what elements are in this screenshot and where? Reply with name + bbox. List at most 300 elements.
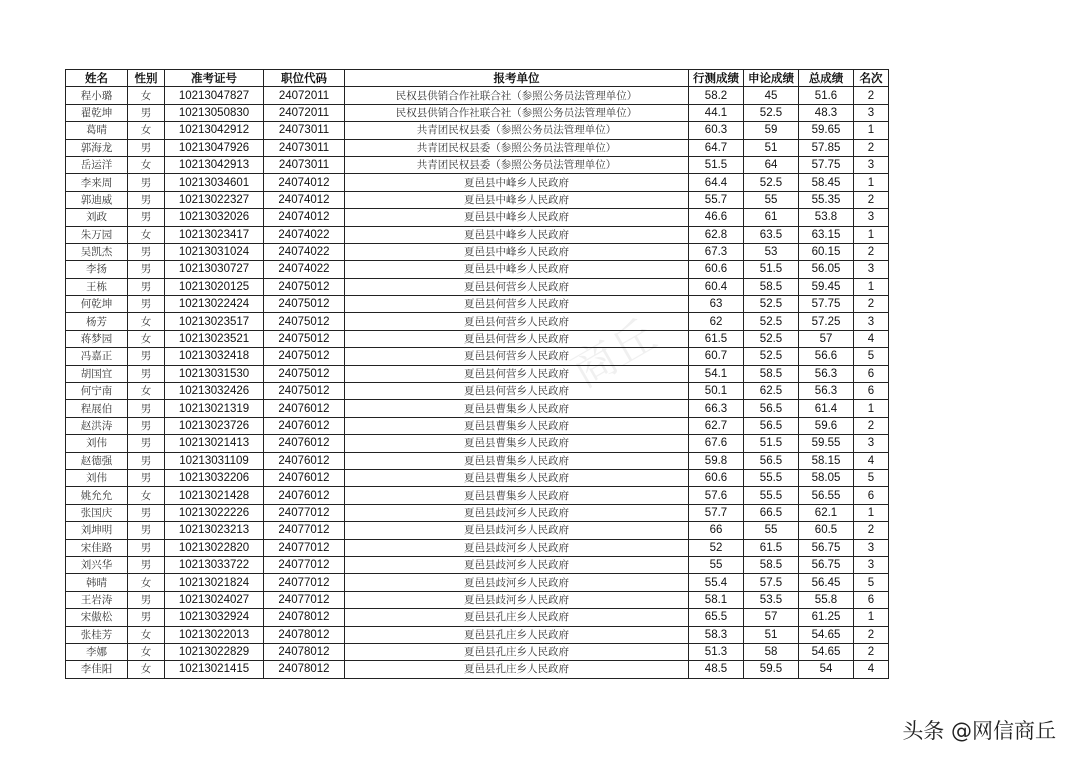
cell-essay-score: 52.5 — [744, 348, 799, 365]
cell-essay-score: 51 — [744, 139, 799, 156]
cell-essay-score: 58 — [744, 643, 799, 660]
cell-gender: 女 — [128, 643, 165, 660]
cell-essay-score: 55 — [744, 522, 799, 539]
cell-gender: 男 — [128, 452, 165, 469]
cell-rank: 3 — [854, 104, 889, 121]
cell-employer: 夏邑县中峰乡人民政府 — [345, 243, 689, 260]
cell-exam-id: 10213047926 — [165, 139, 264, 156]
cell-exam-id: 10213023213 — [165, 522, 264, 539]
cell-gender: 男 — [128, 539, 165, 556]
cell-position-code: 24078012 — [264, 643, 345, 660]
cell-total-score: 56.05 — [799, 261, 854, 278]
cell-employer: 夏邑县歧河乡人民政府 — [345, 574, 689, 591]
cell-gender: 女 — [128, 330, 165, 347]
cell-essay-score: 51.5 — [744, 261, 799, 278]
cell-employer: 夏邑县曹集乡人民政府 — [345, 469, 689, 486]
cell-essay-score: 52.5 — [744, 296, 799, 313]
cell-rank: 2 — [854, 243, 889, 260]
cell-total-score: 58.45 — [799, 174, 854, 191]
cell-essay-score: 45 — [744, 87, 799, 104]
table-row — [66, 209, 889, 226]
cell-aptitude-score: 60.6 — [689, 261, 744, 278]
cell-exam-id: 10213021413 — [165, 435, 264, 452]
cell-aptitude-score: 61.5 — [689, 330, 744, 347]
cell-employer: 夏邑县何营乡人民政府 — [345, 348, 689, 365]
cell-total-score: 51.6 — [799, 87, 854, 104]
cell-total-score: 55.8 — [799, 591, 854, 608]
table-row — [66, 226, 889, 243]
cell-exam-id: 10213022013 — [165, 626, 264, 643]
cell-name: 刘政 — [66, 209, 128, 226]
cell-essay-score: 52.5 — [744, 330, 799, 347]
cell-employer: 夏邑县孔庄乡人民政府 — [345, 643, 689, 660]
cell-employer: 夏邑县孔庄乡人民政府 — [345, 609, 689, 626]
cell-aptitude-score: 60.4 — [689, 278, 744, 295]
cell-essay-score: 57 — [744, 609, 799, 626]
cell-gender: 男 — [128, 278, 165, 295]
cell-employer: 民权县供销合作社联合社（参照公务员法管理单位） — [345, 104, 689, 121]
cell-name: 冯嘉正 — [66, 348, 128, 365]
cell-essay-score: 52.5 — [744, 313, 799, 330]
cell-position-code: 24073011 — [264, 156, 345, 173]
cell-gender: 女 — [128, 156, 165, 173]
cell-position-code: 24077012 — [264, 504, 345, 521]
cell-position-code: 24076012 — [264, 487, 345, 504]
cell-exam-id: 10213032924 — [165, 609, 264, 626]
cell-exam-id: 10213031109 — [165, 452, 264, 469]
cell-employer: 夏邑县何营乡人民政府 — [345, 330, 689, 347]
cell-essay-score: 56.5 — [744, 400, 799, 417]
score-table — [65, 69, 889, 679]
cell-aptitude-score: 48.5 — [689, 661, 744, 678]
cell-exam-id: 10213032026 — [165, 209, 264, 226]
cell-essay-score: 66.5 — [744, 504, 799, 521]
cell-essay-score: 58.5 — [744, 278, 799, 295]
cell-total-score: 61.25 — [799, 609, 854, 626]
cell-rank: 3 — [854, 556, 889, 573]
cell-rank: 6 — [854, 383, 889, 400]
cell-exam-id: 10213032426 — [165, 383, 264, 400]
cell-employer: 夏邑县曹集乡人民政府 — [345, 417, 689, 434]
cell-total-score: 59.6 — [799, 417, 854, 434]
cell-position-code: 24076012 — [264, 435, 345, 452]
cell-aptitude-score: 64.7 — [689, 139, 744, 156]
cell-rank: 3 — [854, 261, 889, 278]
cell-name: 郭迪威 — [66, 191, 128, 208]
cell-aptitude-score: 51.5 — [689, 156, 744, 173]
table-row — [66, 487, 889, 504]
cell-total-score: 48.3 — [799, 104, 854, 121]
cell-aptitude-score: 67.6 — [689, 435, 744, 452]
cell-name: 胡国宜 — [66, 365, 128, 382]
cell-name: 张国庆 — [66, 504, 128, 521]
cell-employer: 夏邑县中峰乡人民政府 — [345, 209, 689, 226]
cell-rank: 5 — [854, 348, 889, 365]
cell-rank: 4 — [854, 452, 889, 469]
cell-total-score: 54 — [799, 661, 854, 678]
cell-rank: 1 — [854, 400, 889, 417]
cell-essay-score: 62.5 — [744, 383, 799, 400]
cell-position-code: 24077012 — [264, 591, 345, 608]
cell-essay-score: 59.5 — [744, 661, 799, 678]
cell-total-score: 56.6 — [799, 348, 854, 365]
table-row — [66, 435, 889, 452]
cell-position-code: 24075012 — [264, 365, 345, 382]
cell-aptitude-score: 60.3 — [689, 122, 744, 139]
cell-essay-score: 56.5 — [744, 417, 799, 434]
cell-rank: 1 — [854, 122, 889, 139]
cell-exam-id: 10213022327 — [165, 191, 264, 208]
cell-position-code: 24074022 — [264, 226, 345, 243]
cell-position-code: 24074012 — [264, 191, 345, 208]
cell-aptitude-score: 60.7 — [689, 348, 744, 365]
cell-total-score: 62.1 — [799, 504, 854, 521]
cell-exam-id: 10213022829 — [165, 643, 264, 660]
cell-position-code: 24074022 — [264, 243, 345, 260]
cell-gender: 男 — [128, 522, 165, 539]
cell-essay-score: 55.5 — [744, 469, 799, 486]
table-row — [66, 278, 889, 295]
cell-gender: 男 — [128, 504, 165, 521]
cell-aptitude-score: 62.7 — [689, 417, 744, 434]
cell-essay-score: 55 — [744, 191, 799, 208]
cell-total-score: 57.75 — [799, 156, 854, 173]
header-essay-score: 申论成绩 — [744, 70, 799, 87]
cell-essay-score: 52.5 — [744, 174, 799, 191]
table-row — [66, 452, 889, 469]
cell-gender: 男 — [128, 174, 165, 191]
cell-total-score: 56.3 — [799, 365, 854, 382]
cell-exam-id: 10213047827 — [165, 87, 264, 104]
cell-employer: 夏邑县歧河乡人民政府 — [345, 504, 689, 521]
cell-essay-score: 58.5 — [744, 365, 799, 382]
cell-gender: 男 — [128, 191, 165, 208]
table-row — [66, 574, 889, 591]
cell-exam-id: 10213021824 — [165, 574, 264, 591]
cell-name: 何乾坤 — [66, 296, 128, 313]
cell-rank: 1 — [854, 278, 889, 295]
cell-exam-id: 10213050830 — [165, 104, 264, 121]
cell-name: 程小璐 — [66, 87, 128, 104]
cell-employer: 夏邑县中峰乡人民政府 — [345, 261, 689, 278]
cell-total-score: 58.05 — [799, 469, 854, 486]
cell-exam-id: 10213042912 — [165, 122, 264, 139]
header-position-code: 职位代码 — [264, 70, 345, 87]
table-row — [66, 504, 889, 521]
table-row — [66, 296, 889, 313]
cell-gender: 男 — [128, 261, 165, 278]
cell-total-score: 56.3 — [799, 383, 854, 400]
cell-rank: 6 — [854, 591, 889, 608]
cell-position-code: 24074012 — [264, 209, 345, 226]
table-row — [66, 400, 889, 417]
cell-aptitude-score: 64.4 — [689, 174, 744, 191]
cell-position-code: 24077012 — [264, 556, 345, 573]
table-header-row — [66, 70, 889, 87]
cell-name: 宋傲松 — [66, 609, 128, 626]
cell-employer: 夏邑县何营乡人民政府 — [345, 383, 689, 400]
cell-exam-id: 10213032206 — [165, 469, 264, 486]
cell-total-score: 60.5 — [799, 522, 854, 539]
cell-position-code: 24075012 — [264, 278, 345, 295]
cell-position-code: 24078012 — [264, 609, 345, 626]
cell-name: 何宁南 — [66, 383, 128, 400]
cell-aptitude-score: 67.3 — [689, 243, 744, 260]
cell-name: 姚允允 — [66, 487, 128, 504]
cell-aptitude-score: 60.6 — [689, 469, 744, 486]
cell-essay-score: 63.5 — [744, 226, 799, 243]
cell-aptitude-score: 57.7 — [689, 504, 744, 521]
cell-gender: 女 — [128, 661, 165, 678]
cell-rank: 2 — [854, 626, 889, 643]
cell-name: 蒋梦园 — [66, 330, 128, 347]
cell-rank: 2 — [854, 296, 889, 313]
table-row — [66, 104, 889, 121]
header-employer: 报考单位 — [345, 70, 689, 87]
cell-aptitude-score: 58.2 — [689, 87, 744, 104]
cell-employer: 民权县供销合作社联合社（参照公务员法管理单位） — [345, 87, 689, 104]
cell-employer: 夏邑县曹集乡人民政府 — [345, 487, 689, 504]
cell-rank: 3 — [854, 313, 889, 330]
cell-aptitude-score: 58.3 — [689, 626, 744, 643]
cell-gender: 女 — [128, 383, 165, 400]
cell-exam-id: 10213023726 — [165, 417, 264, 434]
cell-name: 杨芳 — [66, 313, 128, 330]
cell-exam-id: 10213030727 — [165, 261, 264, 278]
table-row — [66, 156, 889, 173]
cell-position-code: 24077012 — [264, 574, 345, 591]
table-row — [66, 191, 889, 208]
cell-rank: 4 — [854, 330, 889, 347]
cell-total-score: 56.45 — [799, 574, 854, 591]
cell-name: 李佳阳 — [66, 661, 128, 678]
cell-name: 吴凯杰 — [66, 243, 128, 260]
table-row — [66, 469, 889, 486]
cell-total-score: 57 — [799, 330, 854, 347]
cell-employer: 夏邑县何营乡人民政府 — [345, 313, 689, 330]
cell-exam-id: 10213032418 — [165, 348, 264, 365]
cell-gender: 男 — [128, 348, 165, 365]
cell-employer: 夏邑县孔庄乡人民政府 — [345, 626, 689, 643]
cell-rank: 2 — [854, 139, 889, 156]
cell-name: 朱万园 — [66, 226, 128, 243]
cell-rank: 2 — [854, 522, 889, 539]
cell-employer: 夏邑县中峰乡人民政府 — [345, 174, 689, 191]
table-row — [66, 243, 889, 260]
cell-exam-id: 10213022424 — [165, 296, 264, 313]
cell-name: 赵德强 — [66, 452, 128, 469]
cell-employer: 夏邑县何营乡人民政府 — [345, 278, 689, 295]
cell-essay-score: 57.5 — [744, 574, 799, 591]
cell-aptitude-score: 65.5 — [689, 609, 744, 626]
cell-position-code: 24077012 — [264, 539, 345, 556]
cell-aptitude-score: 46.6 — [689, 209, 744, 226]
cell-total-score: 60.15 — [799, 243, 854, 260]
cell-essay-score: 56.5 — [744, 452, 799, 469]
cell-rank: 3 — [854, 435, 889, 452]
cell-employer: 夏邑县孔庄乡人民政府 — [345, 661, 689, 678]
cell-essay-score: 58.5 — [744, 556, 799, 573]
cell-gender: 男 — [128, 400, 165, 417]
cell-employer: 夏邑县中峰乡人民政府 — [345, 226, 689, 243]
cell-gender: 女 — [128, 574, 165, 591]
cell-gender: 女 — [128, 313, 165, 330]
cell-total-score: 59.45 — [799, 278, 854, 295]
cell-total-score: 59.65 — [799, 122, 854, 139]
cell-essay-score: 51 — [744, 626, 799, 643]
cell-rank: 1 — [854, 174, 889, 191]
cell-exam-id: 10213033722 — [165, 556, 264, 573]
header-exam-id: 准考证号 — [165, 70, 264, 87]
cell-aptitude-score: 62.8 — [689, 226, 744, 243]
cell-employer: 共青团民权县委（参照公务员法管理单位） — [345, 122, 689, 139]
cell-rank: 5 — [854, 574, 889, 591]
table-row — [66, 539, 889, 556]
cell-gender: 男 — [128, 104, 165, 121]
cell-essay-score: 55.5 — [744, 487, 799, 504]
cell-aptitude-score: 66.3 — [689, 400, 744, 417]
cell-position-code: 24072011 — [264, 104, 345, 121]
cell-essay-score: 53 — [744, 243, 799, 260]
cell-position-code: 24075012 — [264, 383, 345, 400]
cell-total-score: 58.15 — [799, 452, 854, 469]
cell-total-score: 54.65 — [799, 643, 854, 660]
cell-exam-id: 10213024027 — [165, 591, 264, 608]
cell-total-score: 57.75 — [799, 296, 854, 313]
cell-rank: 3 — [854, 539, 889, 556]
table-row — [66, 330, 889, 347]
cell-name: 翟乾坤 — [66, 104, 128, 121]
table-row — [66, 609, 889, 626]
cell-exam-id: 10213023521 — [165, 330, 264, 347]
cell-gender: 男 — [128, 243, 165, 260]
cell-aptitude-score: 44.1 — [689, 104, 744, 121]
cell-exam-id: 10213022820 — [165, 539, 264, 556]
cell-essay-score: 61 — [744, 209, 799, 226]
cell-exam-id: 10213021415 — [165, 661, 264, 678]
cell-essay-score: 61.5 — [744, 539, 799, 556]
table-row — [66, 122, 889, 139]
cell-position-code: 24074022 — [264, 261, 345, 278]
cell-total-score: 56.75 — [799, 556, 854, 573]
cell-name: 葛晴 — [66, 122, 128, 139]
cell-aptitude-score: 66 — [689, 522, 744, 539]
cell-name: 刘兴华 — [66, 556, 128, 573]
score-table-container — [65, 69, 889, 679]
cell-position-code: 24075012 — [264, 348, 345, 365]
watermark: 商丘 — [563, 309, 666, 398]
table-row — [66, 174, 889, 191]
cell-rank: 1 — [854, 226, 889, 243]
table-row — [66, 556, 889, 573]
cell-exam-id: 10213042913 — [165, 156, 264, 173]
cell-position-code: 24076012 — [264, 400, 345, 417]
cell-name: 赵洪涛 — [66, 417, 128, 434]
cell-name: 韩晴 — [66, 574, 128, 591]
cell-name: 刘伟 — [66, 435, 128, 452]
cell-total-score: 56.75 — [799, 539, 854, 556]
cell-aptitude-score: 57.6 — [689, 487, 744, 504]
cell-employer: 夏邑县歧河乡人民政府 — [345, 522, 689, 539]
cell-essay-score: 52.5 — [744, 104, 799, 121]
cell-gender: 男 — [128, 609, 165, 626]
table-row — [66, 591, 889, 608]
cell-position-code: 24076012 — [264, 452, 345, 469]
cell-rank: 2 — [854, 643, 889, 660]
cell-gender: 男 — [128, 139, 165, 156]
table-row — [66, 313, 889, 330]
cell-position-code: 24078012 — [264, 661, 345, 678]
cell-name: 王岩涛 — [66, 591, 128, 608]
cell-total-score: 59.55 — [799, 435, 854, 452]
table-row — [66, 383, 889, 400]
footer-credit: 头条 @网信商丘 — [902, 719, 1056, 743]
cell-exam-id: 10213021428 — [165, 487, 264, 504]
cell-rank: 4 — [854, 661, 889, 678]
cell-name: 李娜 — [66, 643, 128, 660]
cell-aptitude-score: 50.1 — [689, 383, 744, 400]
cell-position-code: 24075012 — [264, 313, 345, 330]
cell-position-code: 24073011 — [264, 139, 345, 156]
cell-exam-id: 10213023417 — [165, 226, 264, 243]
cell-exam-id: 10213031024 — [165, 243, 264, 260]
cell-name: 王栋 — [66, 278, 128, 295]
header-aptitude-score: 行测成绩 — [689, 70, 744, 87]
cell-employer: 夏邑县歧河乡人民政府 — [345, 591, 689, 608]
cell-total-score: 61.4 — [799, 400, 854, 417]
cell-position-code: 24078012 — [264, 626, 345, 643]
header-name: 姓名 — [66, 70, 128, 87]
header-rank: 名次 — [854, 70, 889, 87]
cell-rank: 3 — [854, 156, 889, 173]
cell-position-code: 24076012 — [264, 469, 345, 486]
cell-gender: 男 — [128, 556, 165, 573]
cell-exam-id: 10213034601 — [165, 174, 264, 191]
cell-gender: 男 — [128, 435, 165, 452]
cell-employer: 共青团民权县委（参照公务员法管理单位） — [345, 139, 689, 156]
cell-rank: 1 — [854, 504, 889, 521]
cell-exam-id: 10213031530 — [165, 365, 264, 382]
cell-name: 郭海龙 — [66, 139, 128, 156]
cell-aptitude-score: 54.1 — [689, 365, 744, 382]
cell-aptitude-score: 55 — [689, 556, 744, 573]
cell-name: 李扬 — [66, 261, 128, 278]
cell-gender: 男 — [128, 365, 165, 382]
cell-name: 宋佳路 — [66, 539, 128, 556]
cell-exam-id: 10213020125 — [165, 278, 264, 295]
table-row — [66, 261, 889, 278]
cell-position-code: 24072011 — [264, 87, 345, 104]
cell-employer: 夏邑县曹集乡人民政府 — [345, 400, 689, 417]
table-row — [66, 643, 889, 660]
cell-aptitude-score: 62 — [689, 313, 744, 330]
cell-employer: 夏邑县何营乡人民政府 — [345, 296, 689, 313]
cell-total-score: 57.85 — [799, 139, 854, 156]
cell-rank: 5 — [854, 469, 889, 486]
cell-name: 程展伯 — [66, 400, 128, 417]
cell-essay-score: 59 — [744, 122, 799, 139]
cell-gender: 女 — [128, 226, 165, 243]
cell-rank: 6 — [854, 487, 889, 504]
cell-aptitude-score: 58.1 — [689, 591, 744, 608]
header-total-score: 总成绩 — [799, 70, 854, 87]
cell-aptitude-score: 63 — [689, 296, 744, 313]
cell-name: 刘坤明 — [66, 522, 128, 539]
cell-essay-score: 53.5 — [744, 591, 799, 608]
cell-rank: 2 — [854, 87, 889, 104]
cell-exam-id: 10213022226 — [165, 504, 264, 521]
cell-gender: 女 — [128, 122, 165, 139]
